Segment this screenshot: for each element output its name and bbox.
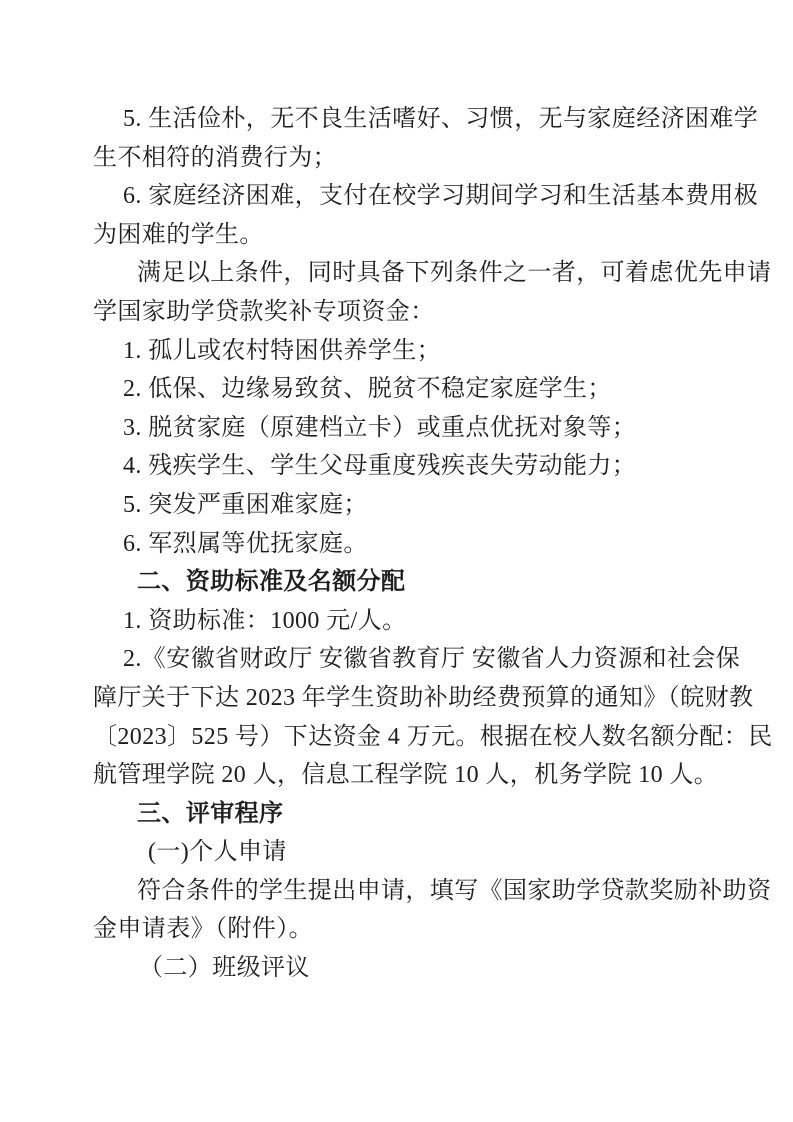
text-line: (一)个人申请 [148,839,287,866]
text-line: 6. 军烈属等优抚家庭。 [123,530,368,557]
text-line: 1. 孤儿或农村特困供养学生； [123,337,441,364]
text-line: 金申请表》（附件）。 [93,916,313,943]
text-line: 6. 家庭经济困难，支付在校学习期间学习和生活基本费用极 [123,183,759,210]
text-line: 4. 残疾学生、学生父母重度残疾丧失劳动能力； [123,453,637,480]
text-line: 符合条件的学生提出申请，填写《国家助学贷款奖励补助资 [137,877,772,904]
text-line: 〔2023〕525 号）下达资金 4 万元。根据在校人数名额分配：民 [93,723,773,750]
text-line: 5. 突发严重困难家庭； [123,491,368,518]
text-line: 1. 资助标准：1000 元/人。 [123,607,407,634]
text-line: 障厅关于下达 2023 年学生资助补助经费预算的通知》（皖财教 [93,684,754,711]
text-line: 生不相符的消费行为； [93,144,337,171]
text-line: 航管理学院 20 人，信息工程学院 10 人，机务学院 10 人。 [93,762,719,789]
text-line: 满足以上条件，同时具备下列条件之一者，可着虑优先申请 [137,260,772,287]
text-line: 5. 生活俭朴，无不良生活嗜好、习惯，无与家庭经济困难学 [123,106,759,132]
text-line: 为困难的学生。 [93,221,264,248]
text-line: 2. 低保、边缘易致贫、脱贫不稳定家庭学生； [123,376,612,403]
text-line: 2.《安徽省财政厅 安徽省教育厅 安徽省人力资源和社会保 [123,646,741,673]
text-line: （二）班级评议 [139,955,310,982]
text-line: 学国家助学贷款奖补专项资金： [93,298,435,325]
section-heading: 三、评审程序 [137,800,284,827]
text-line: 3. 脱贫家庭（原建档立卡）或重点优抚对象等； [123,414,637,441]
document-content [93,100,773,988]
section-heading: 二、资助标准及名额分配 [137,569,406,596]
